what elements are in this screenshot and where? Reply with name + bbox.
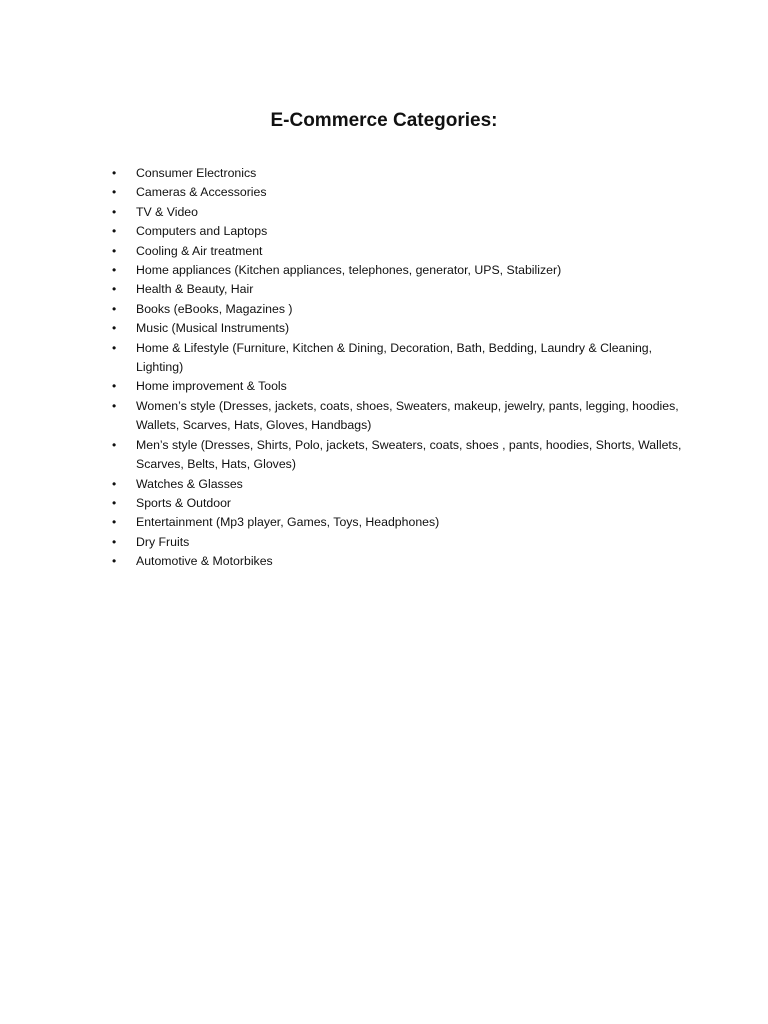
bullet-icon: • [112,204,117,219]
list-item-text: Women’s style (Dresses, jackets, coats, shoes, Sweaters, makeup, jewelry, pants, legging, hoodies, Wallets, Scarves, Hats, Gloves, Handbags) [136,398,679,433]
list-item-text: TV & Video [136,204,198,219]
list-item-text: Watches & Glasses [136,476,243,491]
list-item-text: Cameras & Accessories [136,185,267,200]
bullet-icon: • [112,554,117,569]
list-item-text: Entertainment (Mp3 player, Games, Toys, Headphones) [136,515,440,530]
list-item [110,164,690,183]
bullet-icon: • [112,437,117,452]
list-item-text: Home appliances (Kitchen appliances, telephones, generator, UPS, Stabilizer) [136,263,562,278]
list-item [110,436,690,475]
bullet-icon: • [112,476,117,491]
bullet-icon: • [112,243,117,258]
list-item-text: Music (Musical Instruments) [136,321,290,336]
list-item-text: Cooling & Air treatment [136,243,263,258]
list-item [110,494,690,513]
bullet-icon: • [112,301,117,316]
list-item-text: Home & Lifestyle (Furniture, Kitchen & Dining, Decoration, Bath, Bedding, Laundry & Cleaning, Lighting) [136,340,653,375]
bullet-icon: • [112,379,117,394]
bullet-icon: • [112,340,117,355]
list-item-text: Consumer Electronics [136,166,257,180]
list-item [110,339,690,378]
bullet-icon: • [112,398,117,413]
list-item [110,280,690,299]
bullet-icon: • [112,282,117,297]
list-item [110,203,690,222]
list-item-text: Automotive & Motorbikes [136,554,273,569]
list-item [110,552,690,571]
list-item [110,319,690,338]
list-item [110,533,690,552]
list-item [110,242,690,261]
category-list [110,164,690,572]
list-item [110,475,690,494]
bullet-icon: • [112,321,117,336]
list-item-text: Books (eBooks, Magazines ) [136,301,293,316]
list-item-text: Sports & Outdoor [136,495,232,510]
bullet-icon: • [112,495,117,510]
bullet-icon: • [112,224,117,239]
bullet-icon: • [112,515,117,530]
list-item [110,183,690,202]
bullet-icon: • [112,534,117,549]
list-item [110,261,690,280]
list-item [110,397,690,436]
page-title: E-Commerce Categories: [270,110,498,131]
bullet-icon: • [112,166,117,180]
list-item-text: Dry Fruits [136,534,190,549]
bullet-icon: • [112,185,117,200]
list-item [110,222,690,241]
list-item-text: Home improvement & Tools [136,379,287,394]
bullet-icon: • [112,263,117,278]
list-item-text: Men’s style (Dresses, Shirts, Polo, jackets, Sweaters, coats, shoes , pants, hoodies, Shorts, Wallets, Scarves, Belts, Hats, Gloves) [136,437,682,472]
list-item-text: Health & Beauty, Hair [136,282,254,297]
list-item [110,300,690,319]
list-item-text: Computers and Laptops [136,224,268,239]
list-item [110,377,690,396]
list-item [110,513,690,532]
